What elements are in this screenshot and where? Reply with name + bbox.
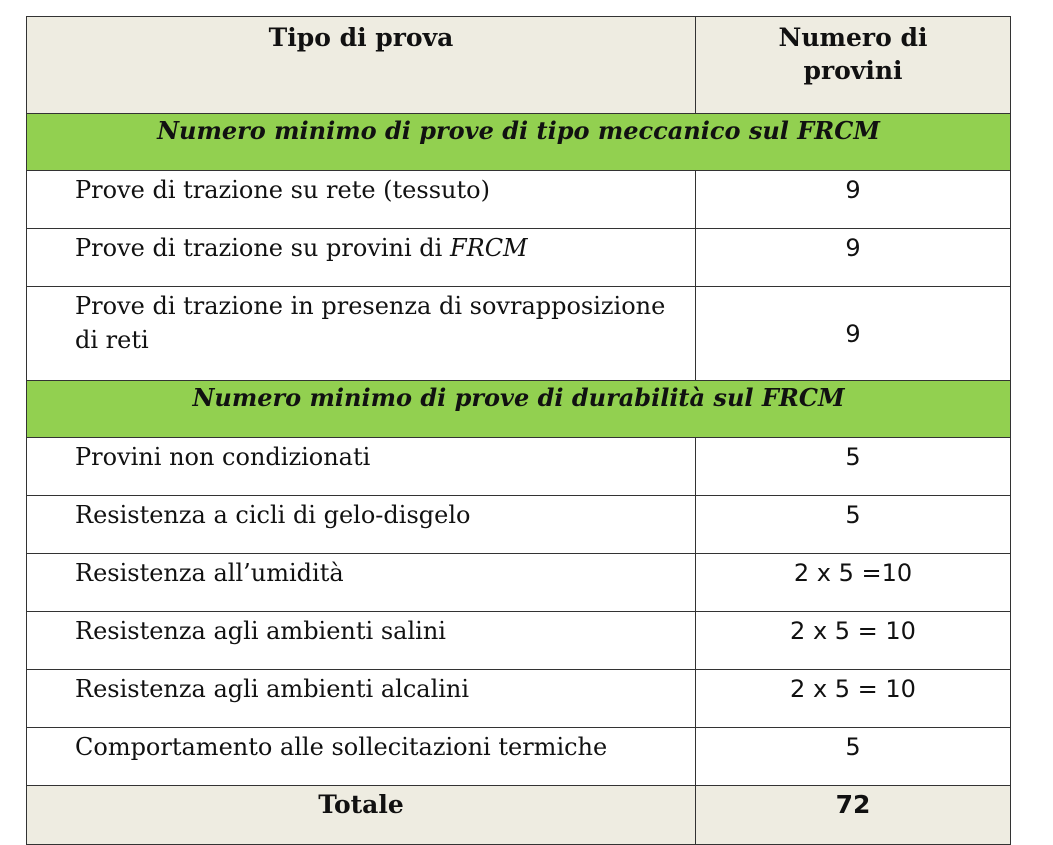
row-count: 9 <box>696 229 1011 287</box>
table-row <box>27 229 1011 287</box>
table-row <box>27 612 1011 670</box>
header-specimen-count: Numero di provini <box>696 17 1011 114</box>
row-count: 2 x 5 = 10 <box>696 612 1011 670</box>
total-count: 72 <box>696 786 1011 845</box>
row-count: 9 <box>696 287 1011 381</box>
table-row <box>27 171 1011 229</box>
section-row-durability <box>27 381 1011 438</box>
row-label: Provini non condizionati <box>27 438 696 496</box>
row-label: Resistenza a cicli di gelo-disgelo <box>27 496 696 554</box>
section-row-mechanical <box>27 114 1011 171</box>
header-test-type: Tipo di prova <box>27 17 696 114</box>
row-label: Prove di trazione su rete (tessuto) <box>27 171 696 229</box>
row-count: 5 <box>696 496 1011 554</box>
row-label: Resistenza agli ambienti salini <box>27 612 696 670</box>
row-count: 5 <box>696 728 1011 786</box>
row-label: Resistenza agli ambienti alcalini <box>27 670 696 728</box>
row-count: 9 <box>696 171 1011 229</box>
table-row <box>27 670 1011 728</box>
total-label: Totale <box>27 786 696 845</box>
table-row <box>27 728 1011 786</box>
total-row <box>27 786 1011 845</box>
row-count: 2 x 5 =10 <box>696 554 1011 612</box>
row-count: 2 x 5 = 10 <box>696 670 1011 728</box>
section-title-mechanical: Numero minimo di prove di tipo meccanico sul FRCM <box>27 114 1011 171</box>
row-label: Comportamento alle sollecitazioni termiche <box>27 728 696 786</box>
row-label: Resistenza all’umidità <box>27 554 696 612</box>
table-header-row <box>27 17 1011 114</box>
row-count: 5 <box>696 438 1011 496</box>
table-row <box>27 287 1011 381</box>
table-row <box>27 438 1011 496</box>
row-label: Prove di trazione su provini di FRCM <box>27 229 696 287</box>
table-row <box>27 496 1011 554</box>
section-title-durability: Numero minimo di prove di durabilità sul FRCM <box>27 381 1011 438</box>
table-row <box>27 554 1011 612</box>
specimen-table <box>26 16 1011 845</box>
row-label: Prove di trazione in presenza di sovrapposizione di reti <box>27 287 696 381</box>
